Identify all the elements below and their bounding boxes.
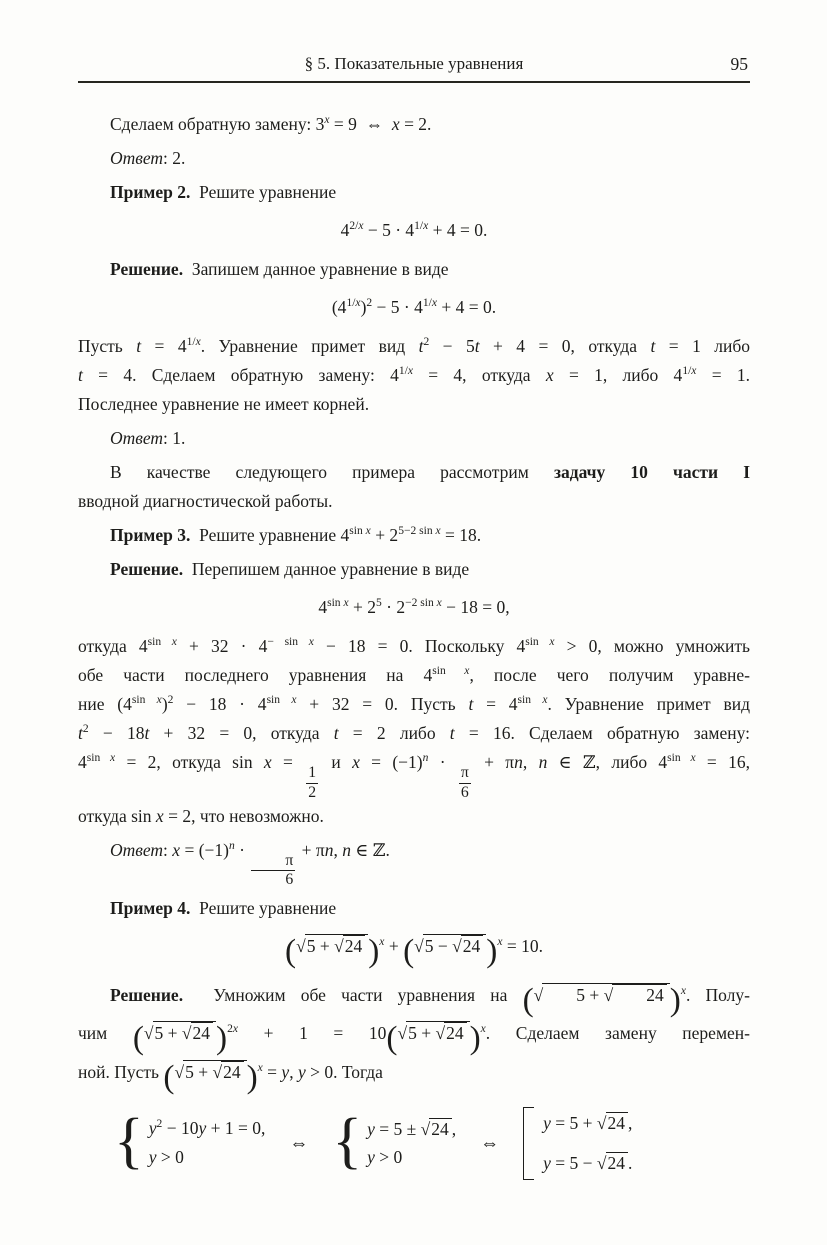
text-line: ной. Пусть (√5 + √24 )$^x$ = y, y > 0. Тогда	[78, 1057, 383, 1095]
big-paren: (	[403, 932, 415, 970]
system-brace: {	[114, 1106, 144, 1175]
paragraph	[78, 981, 750, 1097]
equation-systems-row	[114, 1106, 750, 1175]
radical: √5 − √24	[414, 936, 486, 956]
radical: √24	[421, 1119, 452, 1139]
display-equation: $(4^{1/x})^2 - 5 \cdot 4^{1/x} + 4 = 0$.	[331, 297, 497, 317]
text-line: чим (√5 + √24 )$^{2x}$ + 1 = 10(√5 + √24 )$^x$. Сделаем замену перемен-	[78, 1019, 750, 1057]
display-equation: $4^{sin x} + 2^5 \cdot 2^{-2 sin x} - 18 = 0$,	[318, 597, 510, 617]
iff-arrow: ⇔	[289, 1133, 309, 1154]
fraction: $\frac{\pi}{6}$	[460, 764, 469, 801]
paragraph	[78, 144, 750, 173]
fraction: $\frac{\pi}{6}$	[251, 853, 295, 889]
text-line: обе части последнего уравнения на $4^{sin x}$, после чего получим уравне-	[78, 665, 750, 685]
text-line: Решение. Перепишем данное уравнение в виде	[110, 559, 470, 579]
system-row: y > 0	[367, 1147, 403, 1168]
system-row: y > 0	[148, 1146, 184, 1167]
text-line: Последнее уравнение не имеет корней.	[78, 394, 370, 414]
radical: √ 24	[604, 985, 667, 1005]
equation-system	[332, 1106, 457, 1175]
text-line: Ответ: 1.	[110, 428, 186, 448]
display-equation: (√5 + √24 )$^x$ + (√5 − √24 )$^x$ = 10.	[285, 932, 543, 970]
running-head-title: § 5. Показательные уравнения	[304, 54, 524, 73]
radical: √24	[212, 1062, 243, 1082]
big-paren: (	[522, 980, 534, 1018]
iff-arrow: ⇔	[480, 1133, 500, 1154]
radical: √5 + √24	[144, 1023, 216, 1043]
text-line: ние $(4^{sin x})^2 - 18 \cdot 4^{sin x} + 32 = 0$. Пусть $t = 4^{sin x}$. Уравнение примет вид	[78, 694, 750, 714]
text-line: вводной диагностической работы.	[78, 491, 333, 511]
text-line: Ответ: 2.	[110, 148, 186, 168]
radical: √24	[452, 936, 483, 956]
paragraph	[78, 255, 750, 284]
paragraph	[78, 521, 750, 550]
system-bracket	[523, 1107, 534, 1180]
radical: √ 5 + √ 24	[534, 985, 670, 1005]
big-paren: )	[216, 1019, 228, 1057]
text-line: Сделаем обратную замену: $3^x = 9$ ⇔ x = 2.	[110, 114, 432, 134]
radical: √5 + √24	[296, 936, 368, 956]
big-paren: (	[386, 1019, 398, 1057]
radical: √5 + √24	[174, 1062, 246, 1082]
radical: √24	[597, 1153, 628, 1173]
paragraph	[78, 555, 750, 584]
big-paren: (	[163, 1057, 175, 1095]
paragraph	[78, 836, 750, 890]
text-line: Пример 3. Решите уравнение $4^{sin x} + 2^{5-2 sin x} = 18$.	[110, 525, 482, 545]
text-line: Пример 4. Решите уравнение	[110, 898, 337, 918]
page-number: 95	[730, 54, 748, 74]
text-line: t = 4. Сделаем обратную замену: $4^{1/x} = 4$, откуда x = 1, либо $4^{1/x} = 1$.	[78, 365, 751, 385]
big-paren: (	[132, 1019, 144, 1057]
paragraph	[78, 332, 750, 419]
text-line: В качестве следующего примера рассмотрим задачу 10 части I	[110, 462, 751, 482]
big-paren: )	[669, 980, 681, 1018]
page-body	[78, 83, 750, 1175]
text-line: $4^{sin x} = 2$, откуда sin x = $\frac{1}{2}$ и $x = (-1)^n$ · $\frac{\pi}{6}$ + πn, n ∈ ℤ, либо $4^{sin x} = 16$,	[78, 752, 750, 801]
radical: √24	[435, 1023, 466, 1043]
equation-system	[114, 1106, 266, 1175]
equation-system	[523, 1112, 632, 1175]
paragraph	[78, 458, 750, 516]
radical: √24	[334, 936, 365, 956]
big-paren: )	[469, 1019, 481, 1057]
paragraph	[78, 632, 750, 831]
text-line: откуда $4^{sin x} + 32 \cdot 4^{- sin x} - 18 = 0$. Поскольку $4^{sin x} > 0$, можно умножить	[78, 636, 750, 656]
radical: √5 + √24	[397, 1023, 469, 1043]
big-paren: (	[285, 932, 297, 970]
big-paren: )	[246, 1057, 258, 1095]
text-line: Пусть $t = 4^{1/x}$. Уравнение примет вид $t^2 - 5t + 4 = 0$, откуда t = 1 либо	[78, 336, 751, 356]
radical: √24	[597, 1113, 628, 1133]
text-line: Пример 2. Решите уравнение	[110, 182, 337, 202]
display-equation: $4^{2/x} - 5 \cdot 4^{1/x} + 4 = 0$.	[340, 220, 488, 240]
text-line: Решение. Запишем данное уравнение в виде	[110, 259, 449, 279]
system-row: y = 5 − √24 .	[543, 1153, 633, 1173]
fraction: $\frac{1}{2}$	[308, 764, 317, 801]
running-head	[78, 54, 750, 83]
radical: √24	[182, 1023, 213, 1043]
text-line: Решение. Умножим обе части уравнения на (√ 5 + √ 24 )$^x$. Полу-	[110, 980, 750, 1018]
text-line: $t^2 - 18t + 32 = 0$, откуда t = 2 либо t = 16. Сделаем обратную замену:	[78, 723, 750, 743]
system-row: $y^2 - 10y + 1 = 0$,	[148, 1118, 266, 1139]
paragraph	[78, 894, 750, 923]
system-row: y = 5 + √24 ,	[543, 1113, 633, 1134]
text-line: откуда sin x = 2, что невозможно.	[78, 805, 324, 826]
paragraph	[78, 424, 750, 453]
big-paren: )	[486, 932, 498, 970]
paragraph	[78, 178, 750, 207]
text-line: Ответ: $x = (-1)^n$ · $\frac{\pi}{6}$ + πn, n ∈ ℤ.	[110, 839, 390, 889]
system-brace: {	[332, 1106, 363, 1175]
system-row: y = 5 ± √24 ,	[367, 1118, 457, 1139]
big-paren: )	[368, 932, 380, 970]
paragraph	[78, 110, 750, 139]
